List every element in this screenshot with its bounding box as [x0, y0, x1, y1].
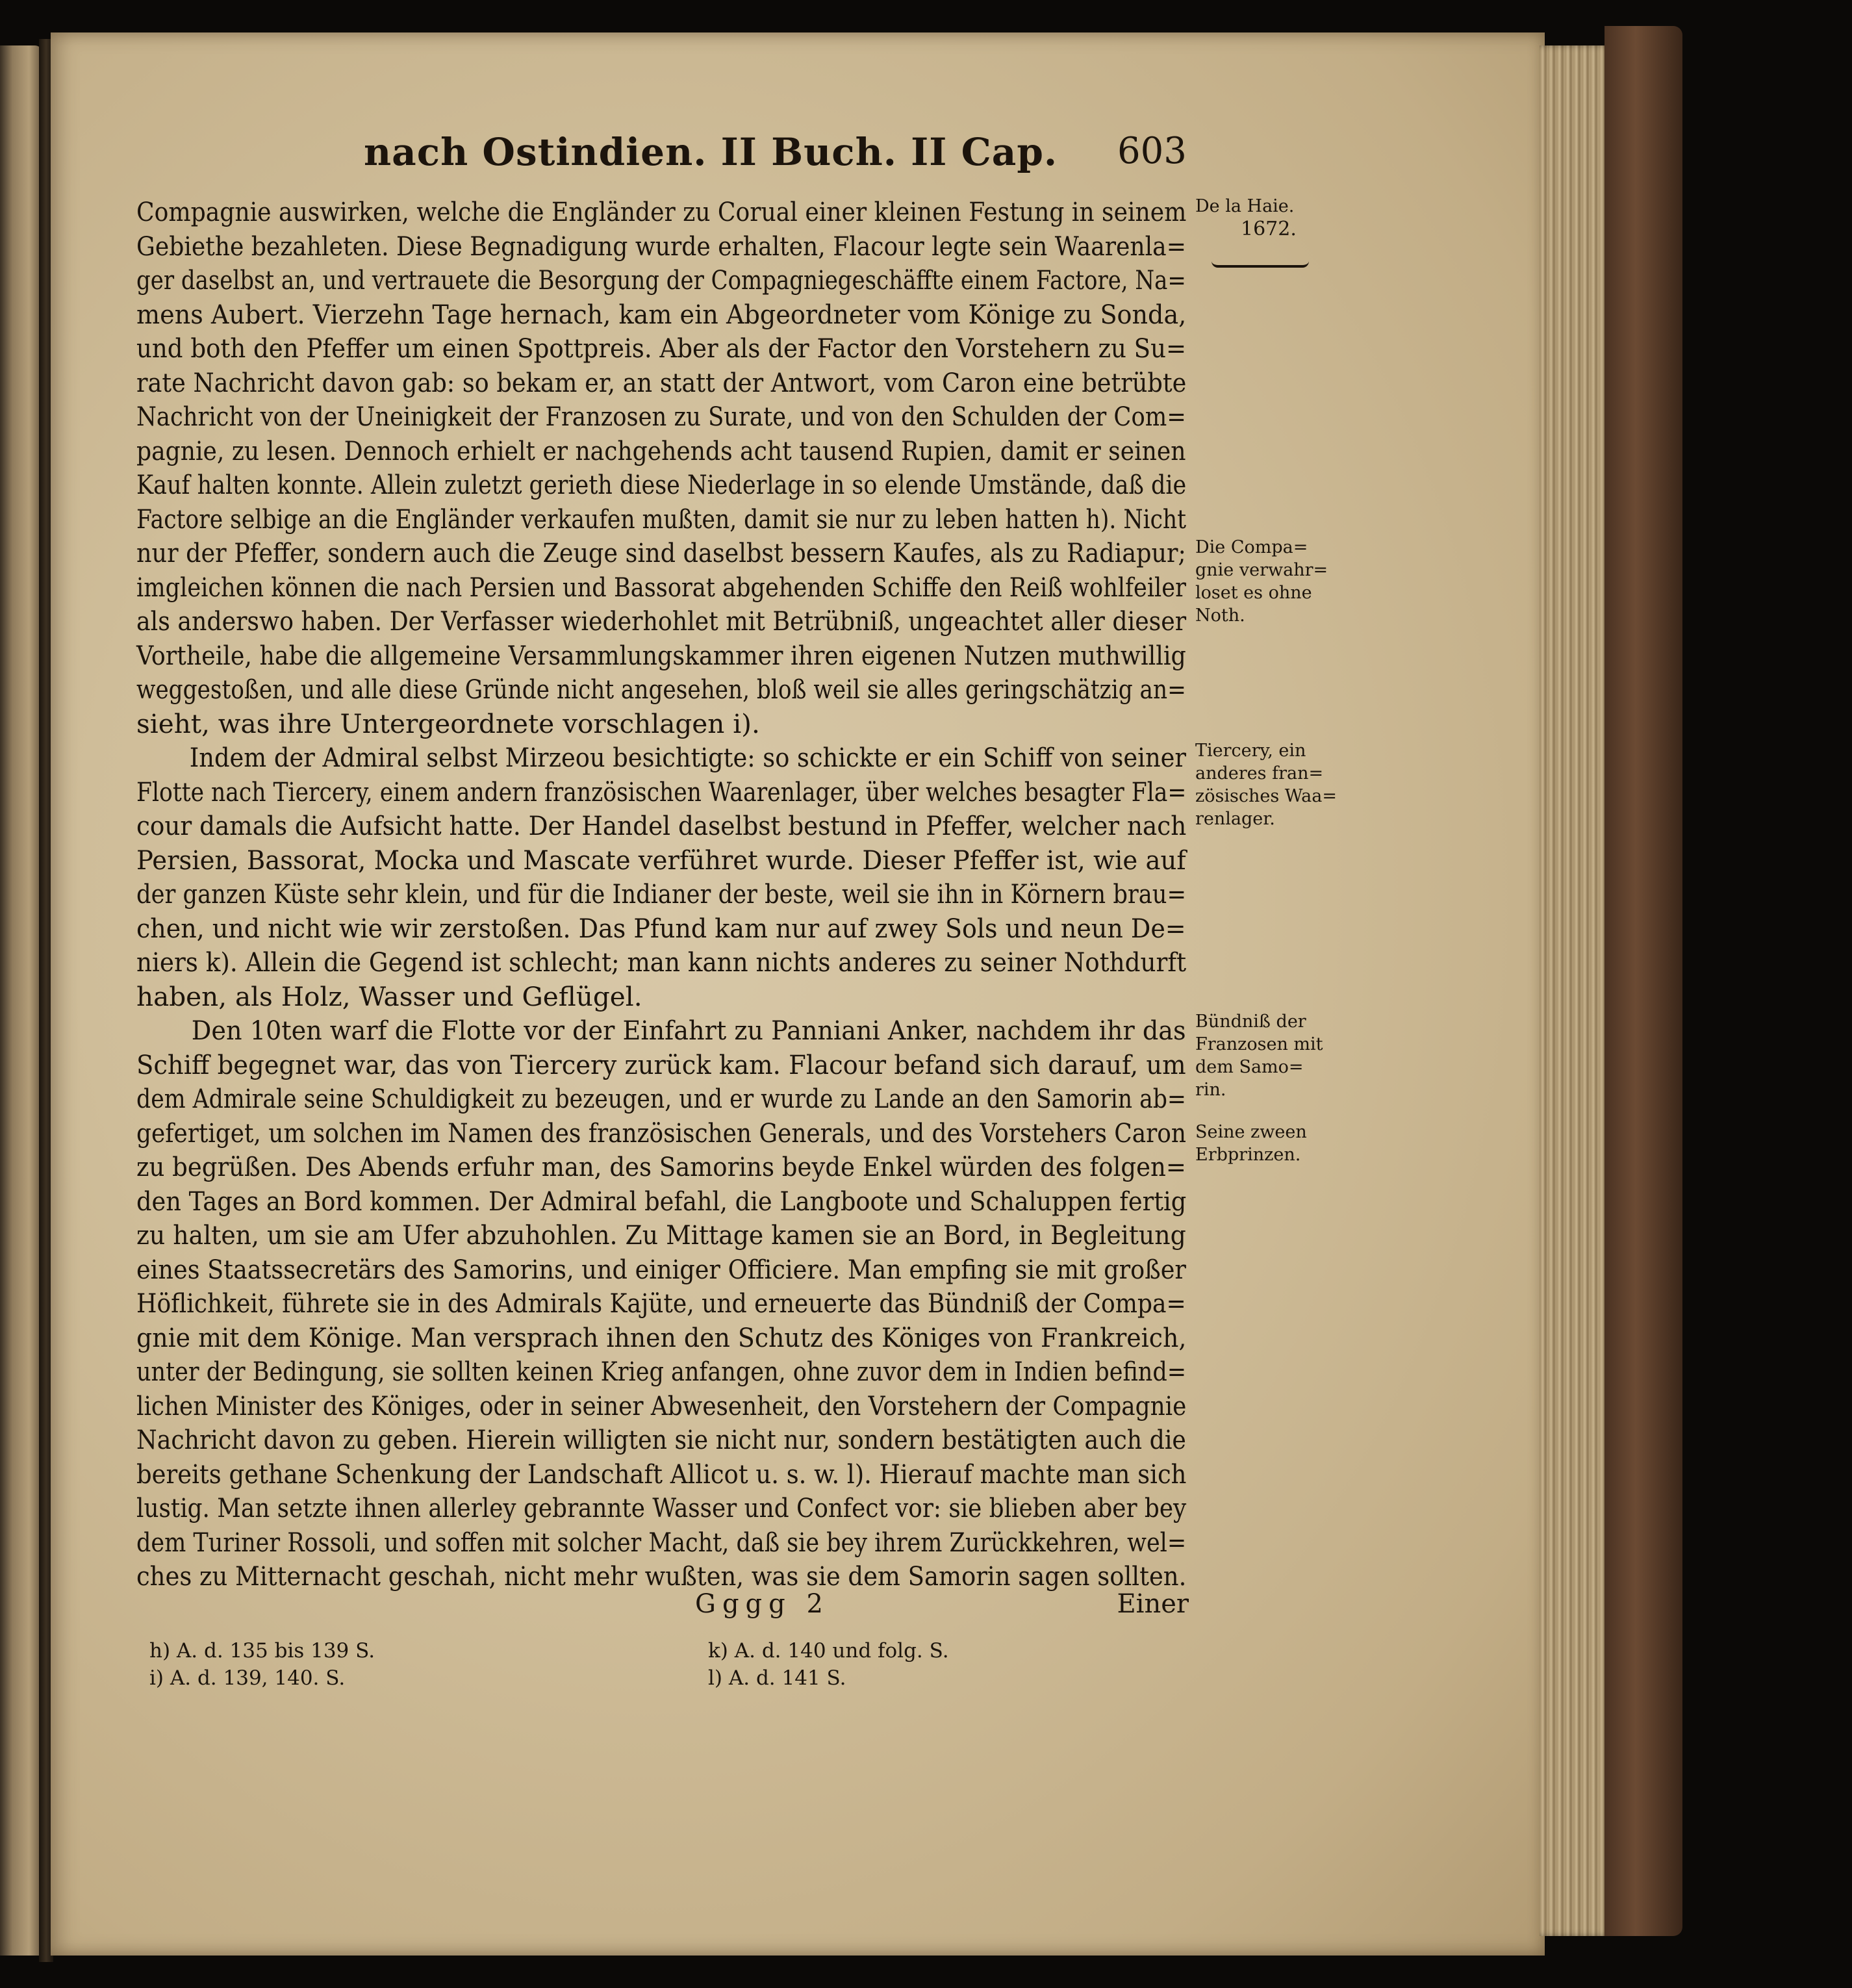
margin-note-erbprinzen [1195, 1121, 1307, 1166]
printer-signature: Gggg 2 [695, 1589, 830, 1619]
year-rule-ornament [1211, 261, 1309, 268]
text-line: mens Aubert. Vierzehn Tage hernach, kam ein Abgeordneter vom Könige zu Sonda, [136, 298, 1187, 330]
margin-note-line: Bündniß der [1195, 1012, 1306, 1032]
text-line: niers k). Allein die Gegend ist schlecht; man kann nichts anderes zu seiner Nothdurft [136, 947, 1187, 978]
text-line: dem Admirale seine Schuldigkeit zu bezeugen, und er wurde zu Lande an den Samorin ab= [136, 1083, 1186, 1114]
margin-note-compagnie [1195, 536, 1328, 627]
text-line: imgleichen können die nach Persien und Bassorat abgehenden Schiffe den Reiß wohlfeiler [136, 571, 1186, 603]
running-head: nach Ostindien. II Buch. II Cap. [364, 130, 1058, 174]
footnotes-left-column [149, 1637, 375, 1692]
text-line: Nachricht von der Uneinigkeit der Franzosen zu Surate, und von den Schulden der Com= [136, 401, 1186, 432]
margin-note-line: dem Samo= [1195, 1057, 1304, 1077]
text-line: dem Turiner Rossoli, und soffen mit solcher Macht, daß sie bey ihrem Zurückkehren, wel= [136, 1526, 1187, 1558]
main-text-block [136, 195, 1189, 1594]
margin-note-year: 1672. [1241, 218, 1297, 240]
text-line: ches zu Mitternacht geschah, nicht mehr wußten, was sie dem Samorin sagen sollten. [136, 1561, 1187, 1592]
page-number: 603 [1117, 130, 1187, 172]
margin-note-line: Noth. [1195, 605, 1245, 626]
margin-note-line: loset es ohne [1195, 583, 1312, 603]
margin-note-line: Die Compa= [1195, 537, 1308, 557]
text-line: bereits gethane Schenkung der Landschaft Allicot u. s. w. l). Hierauf machte man sich [136, 1458, 1187, 1490]
text-line: Kauf halten konnte. Allein zuletzt gerieth diese Niederlage in so elende Umstände, daß die [136, 469, 1187, 500]
margin-note-de-la-haie [1195, 195, 1297, 240]
text-line: pagnie, zu lesen. Dennoch erhielt er nachgehends acht tausend Rupien, damit er seinen [136, 435, 1186, 466]
margin-note-line: rin. [1195, 1080, 1226, 1100]
text-line: als anderswo haben. Der Verfasser wiederhohlet mit Betrübniß, ungeachtet aller dieser [136, 605, 1187, 637]
text-line: unter der Bedingung, sie sollten keinen Krieg anfangen, ohne zuvor dem in Indien befind= [136, 1356, 1187, 1387]
text-line: der ganzen Küste sehr klein, und für die Indianer der beste, weil sie ihn in Körnern brau= [136, 878, 1187, 910]
text-line: sieht, was ihre Untergeordnete vorschlagen i). [136, 707, 760, 739]
text-line: und both den Pfeffer um einen Spottpreis. Aber als der Factor den Vorstehern zu Su= [136, 333, 1187, 364]
text-line: rate Nachricht davon gab: so bekam er, an statt der Antwort, vom Caron eine betrübte [136, 366, 1187, 398]
text-line: zu begrüßen. Des Abends erfuhr man, des Samorins beyde Enkel würden des folgen= [136, 1151, 1186, 1182]
text-line: Höflichkeit, führete sie in des Admirals Kajüte, und erneuerte das Bündniß der Compa= [136, 1288, 1186, 1319]
paragraph-start-line: Den 10ten warf die Flotte vor der Einfahrt zu Panniani Anker, nachdem ihr das [191, 1015, 1186, 1046]
margin-note-line: zösisches Waa= [1195, 786, 1337, 806]
text-line: Schiff begegnet war, das von Tiercery zurück kam. Flacour befand sich darauf, um [136, 1049, 1186, 1080]
text-line: den Tages an Bord kommen. Der Admiral befahl, die Langboote und Schaluppen fertig [136, 1185, 1187, 1217]
margin-note-line: renlager. [1195, 809, 1275, 829]
text-line: cour damals die Aufsicht hatte. Der Handel daselbst bestund in Pfeffer, welcher nach [136, 810, 1187, 841]
text-line: chen, und nicht wie wir zerstoßen. Das Pfund kam nur auf zwey Sols und neun De= [136, 912, 1186, 944]
margin-note-line: Tiercery, ein [1195, 741, 1306, 761]
text-line: Compagnie auswirken, welche die Engländer zu Corual einer kleinen Festung in seinem [136, 196, 1187, 227]
text-line: Gebiethe bezahleten. Diese Begnadigung wurde erhalten, Flacour legte sein Waarenla= [136, 230, 1186, 262]
footnotes-right-column [708, 1637, 949, 1692]
text-line: weggestoßen, und alle diese Gründe nicht angesehen, bloß weil sie alles geringschätzig an= [136, 674, 1186, 705]
text-line: Vortheile, habe die allgemeine Versammlungskammer ihren eigenen Nutzen muthwillig [136, 639, 1186, 671]
signature-row [136, 1589, 1189, 1623]
footnote: l) A. d. 141 S. [708, 1666, 846, 1690]
margin-note-line: anderes fran= [1195, 763, 1324, 784]
margin-note-line: Erbprinzen. [1195, 1145, 1301, 1165]
margin-note-line: gnie verwahr= [1195, 560, 1328, 580]
margin-note-line: Seine zween [1195, 1122, 1307, 1142]
margin-note-line: Franzosen mit [1195, 1034, 1323, 1054]
catchword: Einer [1117, 1589, 1189, 1619]
footnote: h) A. d. 135 bis 139 S. [149, 1639, 375, 1663]
text-line: Flotte nach Tiercery, einem andern französischen Waarenlager, über welches besagter Fla= [136, 776, 1187, 808]
text-line: eines Staatssecretärs des Samorins, und einiger Officiere. Man empfing sie mit großer [136, 1253, 1186, 1285]
footnote: k) A. d. 140 und folg. S. [708, 1639, 949, 1663]
footnote: i) A. d. 139, 140. S. [149, 1666, 346, 1690]
text-line: haben, als Holz, Wasser und Geflügel. [136, 980, 642, 1012]
text-line: lustig. Man setzte ihnen allerley gebrannte Wasser und Confect vor: sie blieben aber bey [136, 1492, 1187, 1523]
margin-note-tiercery [1195, 739, 1337, 830]
text-line: Factore selbige an die Engländer verkaufen mußten, damit sie nur zu leben hatten h). Nicht [136, 503, 1187, 535]
paragraph-start-line: Indem der Admiral selbst Mirzeou besichtigte: so schickte er ein Schiff von seiner [189, 742, 1187, 773]
text-line: lichen Minister des Königes, oder in seiner Abwesenheit, den Vorstehern der Compagnie [136, 1390, 1187, 1421]
text-line: gefertiget, um solchen im Namen des französischen Generals, und des Vorstehers Caron [136, 1117, 1187, 1149]
margin-note-buendniss [1195, 1010, 1323, 1101]
text-line: nur der Pfeffer, sondern auch die Zeuge sind daselbst bessern Kaufes, als zu Radiapur; [136, 537, 1186, 568]
text-line: Nachricht davon zu geben. Hierein willigten sie nicht nur, sondern bestätigten auch die [136, 1424, 1186, 1455]
text-line: Persien, Bassorat, Mocka und Mascate verführet wurde. Dieser Pfeffer ist, wie auf [136, 844, 1186, 876]
text-line: ger daselbst an, und vertrauete die Besorgung der Compagniegeschäffte einem Factore, Na= [136, 264, 1186, 296]
text-line: zu halten, um sie am Ufer abzuhohlen. Zu Mittage kamen sie an Bord, in Begleitung [136, 1219, 1186, 1251]
margin-note-line: De la Haie. [1195, 196, 1295, 216]
text-line: gnie mit dem Könige. Man versprach ihnen den Schutz des Königes von Frankreich, [136, 1321, 1187, 1353]
